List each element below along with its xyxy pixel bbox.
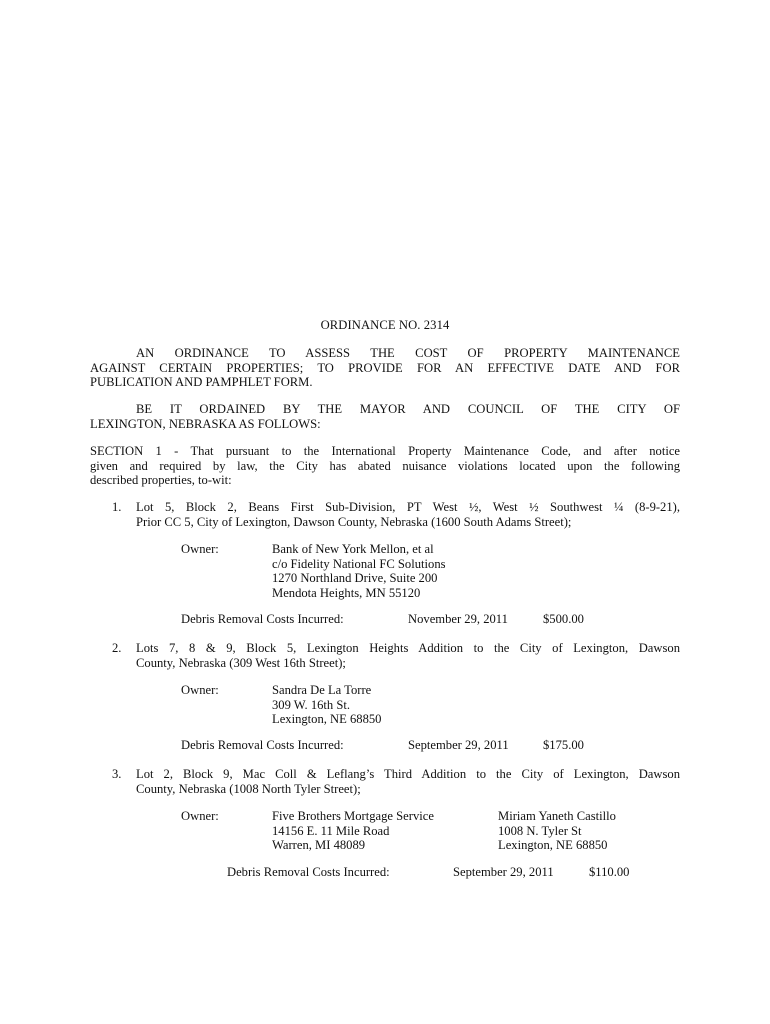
cost-label: Debris Removal Costs Incurred: [181, 738, 344, 752]
property-description [136, 767, 680, 796]
address-line: c/o Fidelity National FC Solutions [272, 556, 446, 571]
intro-line-3: PUBLICATION AND PAMPHLET FORM. [90, 375, 313, 389]
description-line: County, Nebraska (309 West 16th Street); [136, 655, 346, 670]
description-line: Prior CC 5, City of Lexington, Dawson County, Nebraska (1600 South Adams Street); [136, 514, 572, 529]
section-line-2: given and required by law, the City has abated nuisance violations located upon the following [90, 458, 680, 473]
section-line-1: SECTION 1 - That pursuant to the International Property Maintenance Code, and after notice [90, 444, 680, 458]
address-line: 1270 Northland Drive, Suite 200 [272, 571, 438, 585]
address-line: Five Brothers Mortgage Service [272, 809, 434, 823]
item-number: 3. [112, 767, 122, 781]
cost-date: November 29, 2011 [408, 612, 508, 626]
owner-address [272, 809, 434, 853]
owner-label: Owner: [181, 809, 219, 823]
cost-amount: $175.00 [543, 738, 584, 752]
address-line: Warren, MI 48089 [272, 838, 366, 852]
description-line: Lot 5, Block 2, Beans First Sub-Division, PT West ½, West ½ Southwest ¼ (8-9-21), [136, 500, 680, 514]
description-line: Lots 7, 8 & 9, Block 5, Lexington Heights Addition to the City of Lexington, Dawson [136, 641, 680, 655]
address-line: 1008 N. Tyler St [498, 823, 582, 838]
address-line: Bank of New York Mellon, et al [272, 542, 434, 556]
description-line: County, Nebraska (1008 North Tyler Street); [136, 781, 361, 796]
cost-date: September 29, 2011 [453, 865, 554, 879]
address-line: Miriam Yaneth Castillo [498, 809, 616, 823]
address-line: Lexington, NE 68850 [498, 838, 608, 852]
section-1 [90, 444, 680, 488]
address-line: Lexington, NE 68850 [272, 712, 382, 726]
item-number: 2. [112, 641, 122, 655]
address-line: Mendota Heights, MN 55120 [272, 585, 421, 600]
intro-line-1: AN ORDINANCE TO ASSESS THE COST OF PROPERTY MAINTENANCE [136, 346, 680, 360]
ordain-line-2: LEXINGTON, NEBRASKA AS FOLLOWS: [90, 416, 321, 431]
description-line: Lot 2, Block 9, Mac Coll & Leflang’s Third Addition to the City of Lexington, Dawson [136, 767, 680, 781]
cost-amount: $500.00 [543, 612, 584, 626]
cost-date: September 29, 2011 [408, 738, 509, 752]
address-line: 14156 E. 11 Mile Road [272, 823, 390, 838]
cost-label: Debris Removal Costs Incurred: [227, 865, 390, 879]
address-line: Sandra De La Torre [272, 683, 372, 697]
ordinance-intro [90, 346, 680, 390]
property-description [136, 500, 680, 529]
ordain-clause [90, 402, 680, 431]
property-description [136, 641, 680, 670]
owner-label: Owner: [181, 542, 219, 556]
owner-address-secondary [498, 809, 616, 853]
cost-label: Debris Removal Costs Incurred: [181, 612, 344, 626]
intro-line-2: AGAINST CERTAIN PROPERTIES; TO PROVIDE FOR AN EFFECTIVE DATE AND FOR [90, 360, 680, 375]
address-line: 309 W. 16th St. [272, 697, 351, 712]
cost-amount: $110.00 [589, 865, 630, 879]
ordinance-title: ORDINANCE NO. 2314 [320, 318, 450, 332]
owner-address [272, 683, 381, 727]
owner-address [272, 542, 446, 600]
ordain-line-1: BE IT ORDAINED BY THE MAYOR AND COUNCIL OF THE CITY OF [136, 402, 680, 416]
item-number: 1. [112, 500, 122, 514]
section-line-3: described properties, to-wit: [90, 473, 232, 487]
owner-label: Owner: [181, 683, 219, 697]
